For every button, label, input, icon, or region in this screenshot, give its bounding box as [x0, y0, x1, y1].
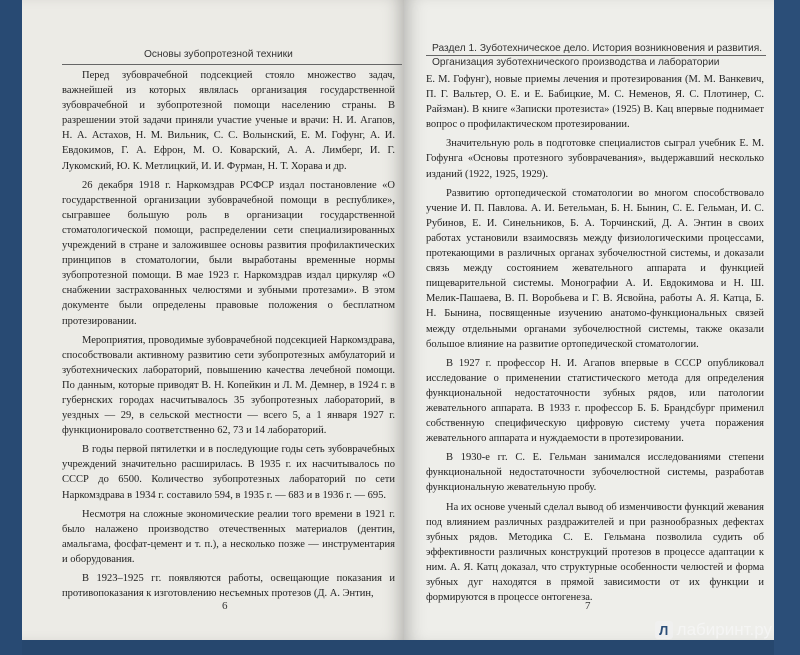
right-paragraph-1: Е. М. Гофунг), новые приемы лечения и протезирования (М. М. Ванкевич, П. Г. Вальтер, О. Е. и Е. Бабицкие, М. С. Неменов, Я. С. Плотинер, С. Райзман). В книге «Записки протезиста» (1925) В. Кац впервые поднимает вопрос о профилактическом протезировании.	[426, 74, 764, 131]
running-head-left: Основы зубопротезной техники	[144, 49, 293, 60]
left-paragraph-4: В годы первой пятилетки и в последующие годы сеть зубоврачебных учреждений значительно расширилась. В 1935 г. их насчитывалось по СССР до 6500. Количество зубопротезных лабораторий по сети Наркомздрава в 1934 г. составило 594, в 1935 г. — 683 и в 1936 г. — 695.	[62, 444, 395, 501]
page-number-left: 6	[222, 600, 228, 612]
right-page	[404, 0, 774, 640]
watermark-text: лабиринт.ру	[676, 620, 772, 639]
left-page	[22, 0, 405, 640]
right-paragraph-2: Значительную роль в подготовке специалистов сыграл учебник Е. М. Гофунга «Основы протезного зубоврачевания», выдержавший несколько изданий (1922, 1925, 1929).	[426, 138, 764, 180]
labirint-watermark	[655, 620, 772, 640]
book-cover-right-edge	[774, 0, 800, 655]
left-paragraph-6: В 1923–1925 гг. появляются работы, освещающие показания и противопоказания к изготовлению несъемных протезов (Д. А. Энтин,	[62, 573, 395, 600]
right-paragraph-4: В 1927 г. профессор Н. И. Агапов впервые в СССР опубликовал исследование о применении статистического метода для определения функциональной недостаточности зубных рядов, или патологии жевательного аппарата. В 1933 г. профессор Б. Б. Брандсбург применил собственную специфическую цифровую систему учета поражения жевательного аппарата и нуждаемости в протезировании.	[426, 357, 764, 445]
right-page-body	[426, 72, 764, 605]
left-paragraph-1: Перед зубоврачебной подсекцией стояло множество задач, важнейшей из которых являлась организация государственной зубоврачебной и зубопротезной помощи населению страны. В разрешении этой задачи приняли участие ученые и врачи: Н. И. Агапов, Н. А. Астахов, Н. М. Вильник, С. С. Волынский, Е. М. Гофунг, А. И. Евдокимов, Г. А. Ефрон, М. О. Коварский, А. А. Лимберг, И. Г. Лукомский, Ю. К. Метлицкий, И. И. Фурман, Н. Т. Хорава и др.	[62, 70, 395, 172]
running-head-right	[432, 41, 762, 56]
page-number-right: 7	[585, 600, 591, 612]
left-paragraph-2: 26 декабря 1918 г. Наркомздрав РСФСР издал постановление «О государственной организации зубоврачебной помощи в республике», сыгравшее большую роль в организации государственной стоматологической помощи, распределении сети специализированных учреждений в стране и заложившее основы развития профилактических принципов в стоматологии, были выработаны временные нормы зубопротезной помощи. В мае 1923 г. Наркомздрав издал циркуляр «О снабжении застрахованных челюстями и зубными протезами». В этом документе были определены правовые положения о бесплатном протезировании.	[62, 179, 395, 327]
running-head-right-line1: Раздел 1. Зуботехническое дело. История возникновения и развития.	[432, 43, 763, 54]
book-cover-left-edge	[0, 0, 22, 655]
running-head-right-line2: Организация зуботехнического производства и лаборатории	[432, 57, 720, 68]
left-paragraph-5: Несмотря на сложные экономические реалии того времени в 1921 г. было налажено производство отечественных материалов (дентин, амальгама, фосфат-цемент и т. п.), а несколько позже — инструментария и оборудования.	[62, 508, 395, 565]
header-rule-left	[62, 64, 402, 65]
left-page-body	[62, 68, 395, 601]
right-paragraph-3: Развитию ортопедической стоматологии во многом способствовало учение И. П. Павлова. А. И. Бетельман, Б. Н. Бынин, С. Е. Гельман, И. С. Рубинов, Е. И. Синельников, Б. А. Торчинский, Д. А. Энтин в своих работах установили взаимосвязь между физиологическими процессами, протекающими в различных органах зубочелюстной системы, и доказали связь между состоянием жевательного аппарата и функцией пищеварительной системы. Монографии А. И. Евдокимова и Н. Ш. Мелик-Пашаева, В. П. Воробьева и Г. В. Ясвойна, работы А. Я. Катца, Б. Н. Бынина, посвященные изучению анатомо-функциональных связей между отдельными органами зубочелюстной системы, также оказали большое влияние на развитие ортопедической стоматологии.	[426, 187, 764, 350]
labirint-logo-icon: Л	[655, 621, 673, 639]
right-paragraph-6: На их основе ученый сделал вывод об изменчивости функций жевания под влиянием различных раздражителей и при разнообразных дефектах зубных рядов. Методика С. Е. Гельмана позволила судить об эффективности различных конструкций протезов в процессе адаптации к ним. А. Я. Катц доказал, что структурные особенности челюстей и форма зубных дуг находятся в прямой зависимости от их функции и формируются в процессе онтогенеза.	[426, 501, 764, 604]
left-paragraph-3: Мероприятия, проводимые зубоврачебной подсекцией Наркомздрава, способствовали активному развитию сети зубопротезных амбулаторий и зуботехнических лабораторий, повышению качества лечебной помощи. По данным, которые приводят В. Н. Копейкин и Л. М. Демнер, в 1924 г. в губернских городах насчитывалось 35 зубопротезных лабораторий, в уездных — 29, в сельской местности — всего 5, а 1 января 1927 г. функционировало соответственно 62, 73 и 14 лабораторий.	[62, 334, 395, 437]
right-paragraph-5: В 1930-е гг. С. Е. Гельман занимался исследованиями степени функциональной недостаточности зубочелюстной системы, разработав функциональную жевательную пробу.	[426, 452, 764, 494]
header-rule-right	[426, 55, 766, 56]
